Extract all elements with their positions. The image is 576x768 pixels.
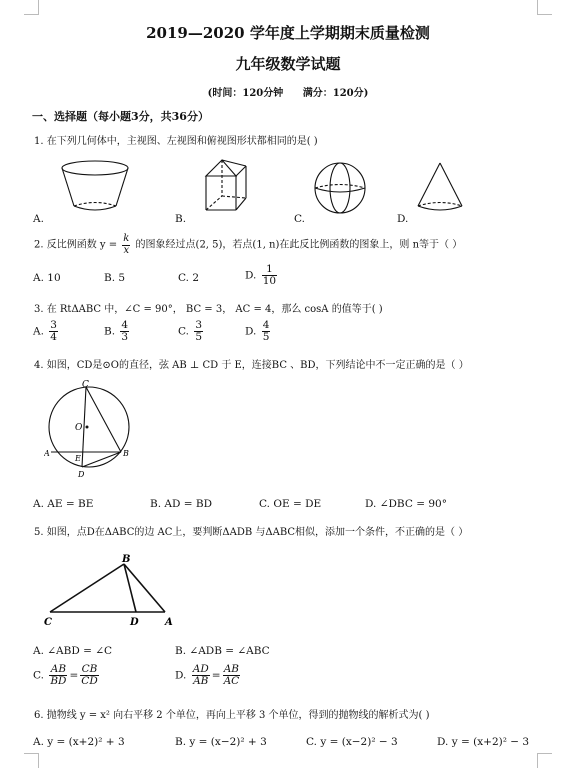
- label-b: B: [123, 449, 129, 458]
- corner-mark-top-left: [24, 0, 39, 15]
- exam-title: 2019—2020 学年度上学期期末质量检测: [146, 24, 430, 42]
- q1-option-b[interactable]: B.: [175, 213, 187, 225]
- q3-option-c[interactable]: [178, 320, 205, 343]
- label-c: C: [82, 380, 89, 390]
- label-b: B: [122, 554, 131, 565]
- q5-c-equals: =: [69, 669, 79, 682]
- exam-time: (时间：120分钟: [207, 88, 284, 99]
- q3-b-denominator: 3: [121, 331, 129, 344]
- q1-option-d[interactable]: D.: [397, 213, 409, 225]
- q3-option-d[interactable]: [245, 320, 272, 343]
- q5-c-fraction-1: [49, 664, 67, 687]
- question-5-triangle-diagram: [40, 550, 190, 630]
- q3-option-d-label: D.: [245, 325, 257, 338]
- q2-option-d-fraction: [262, 264, 277, 287]
- corner-mark-bottom-right: [537, 753, 552, 768]
- q2-d-numerator: 1: [262, 264, 277, 276]
- label-a: A: [165, 617, 173, 628]
- question-2-text: [34, 234, 462, 256]
- q3-a-denominator: 4: [50, 331, 57, 344]
- frustum-figure: [62, 161, 128, 210]
- q5-option-a[interactable]: A. ∠ABD = ∠C: [33, 645, 113, 657]
- circle-o: [49, 387, 129, 467]
- label-a: A: [44, 449, 50, 458]
- question-6-text: 6. 抛物线 y = x² 向右平移 2 个单位，再向上平移 3 个单位，得到的抛物线的解析式为( ): [34, 710, 430, 721]
- q5-c-numerator-1: AB: [50, 663, 67, 675]
- q4-option-d[interactable]: D. ∠DBC = 90°: [365, 498, 447, 510]
- q5-option-d[interactable]: [175, 664, 242, 687]
- q5-c-denominator-2: CD: [81, 675, 98, 688]
- q4-option-c[interactable]: C. OE = DE: [259, 498, 322, 510]
- exam-score: 满分：120分): [302, 88, 369, 99]
- q2-d-denominator: 10: [262, 275, 277, 288]
- q5-d-fraction-1: [192, 664, 210, 687]
- q3-d-denominator: 5: [262, 331, 270, 344]
- diameter-cd: [82, 387, 86, 467]
- q3-b-numerator: 4: [121, 319, 129, 331]
- q4-option-a[interactable]: A. AE = BE: [33, 498, 94, 510]
- exam-subtitle: 九年级数学试题: [235, 55, 341, 73]
- q4-option-b[interactable]: B. AD = BD: [150, 498, 213, 510]
- q2-fraction: [122, 234, 130, 256]
- q3-c-denominator: 5: [195, 331, 203, 344]
- q3-option-a-fraction: [49, 320, 58, 343]
- label-d: D: [130, 617, 139, 628]
- question-5-text: 5. 如图，点D在ΔABC的边 AC上，要判断ΔADB 与ΔABC相似，添加一个条件，不正确的是（ ）: [34, 527, 469, 538]
- q3-d-numerator: 4: [262, 319, 270, 331]
- q5-d-denominator-1: AB: [193, 675, 209, 688]
- q3-option-c-label: C.: [178, 325, 189, 338]
- center-dot: [86, 426, 89, 429]
- cone-figure: [418, 163, 462, 210]
- q3-c-numerator: 3: [195, 319, 203, 331]
- q3-option-b-label: B.: [104, 325, 116, 338]
- q5-option-d-label: D.: [175, 669, 187, 682]
- q5-d-numerator-2: AB: [223, 663, 240, 675]
- q3-option-a-label: A.: [33, 325, 44, 338]
- question-3-text: 3. 在 RtΔABC 中，∠C = 90°， BC = 3， AC = 4，那么 cosA 的值等于( ): [34, 304, 383, 315]
- q2-prefix: 2. 反比例函数 y =: [34, 239, 118, 251]
- q2-option-d[interactable]: [245, 264, 279, 287]
- label-d: D: [78, 470, 85, 479]
- q3-option-c-fraction: [194, 320, 203, 343]
- question-1-solids: [50, 158, 520, 218]
- q5-option-c[interactable]: [33, 664, 101, 687]
- q2-option-c[interactable]: C. 2: [178, 272, 200, 284]
- q2-option-b[interactable]: B. 5: [104, 272, 126, 284]
- q3-a-numerator: 3: [50, 319, 57, 331]
- q5-option-b[interactable]: B. ∠ADB = ∠ABC: [175, 645, 270, 657]
- q5-d-numerator-1: AD: [192, 663, 209, 675]
- q5-option-c-label: C.: [33, 669, 44, 682]
- label-o: O: [75, 423, 83, 433]
- q2-option-d-label: D.: [245, 269, 257, 282]
- q3-option-d-fraction: [262, 320, 271, 343]
- q5-c-fraction-2: [80, 664, 98, 687]
- q5-d-denominator-2: AC: [223, 675, 240, 688]
- label-e: E: [75, 454, 81, 463]
- q6-option-d[interactable]: D. y = (x+2)² − 3: [437, 736, 530, 748]
- q6-option-a[interactable]: A. y = (x+2)² + 3: [33, 736, 125, 748]
- corner-mark-top-right: [537, 0, 552, 15]
- corner-mark-bottom-left: [24, 753, 39, 768]
- exam-info: [0, 84, 576, 99]
- sphere-figure: [315, 163, 365, 213]
- q5-d-equals: =: [211, 669, 221, 682]
- prism-figure: [206, 160, 246, 210]
- section-heading: 一、选择题（每小题3分，共36分）: [32, 110, 209, 123]
- q2-frac-numerator: k: [123, 233, 130, 244]
- q2-frac-denominator: x: [123, 244, 130, 256]
- label-c: C: [44, 617, 52, 628]
- question-4-circle-diagram: [44, 378, 144, 480]
- q1-option-c[interactable]: C.: [294, 213, 305, 225]
- q3-option-a[interactable]: [33, 320, 60, 343]
- q5-c-numerator-2: CB: [81, 663, 98, 675]
- side-cb: [50, 564, 124, 612]
- q1-option-a[interactable]: A.: [33, 213, 44, 225]
- q3-option-b[interactable]: [104, 320, 131, 343]
- q2-suffix: 的图象经过点(2, 5)，若点(1, n)在此反比例函数的图象上，则 n等于（ ）: [135, 239, 463, 251]
- question-4-text: 4. 如图，CD是⊙O的直径，弦 AB ⊥ CD 于 E，连接BC 、BD，下列结论中不一定正确的是（ ）: [34, 360, 469, 371]
- q5-c-denominator-1: BD: [50, 675, 67, 688]
- q3-option-b-fraction: [120, 320, 129, 343]
- q2-option-a[interactable]: A. 10: [33, 272, 61, 284]
- q6-option-b[interactable]: B. y = (x−2)² + 3: [175, 736, 267, 748]
- q5-d-fraction-2: [223, 664, 241, 687]
- q6-option-c[interactable]: C. y = (x−2)² − 3: [306, 736, 398, 748]
- question-1-text: 1. 在下列几何体中，主视图、左视图和俯视图形状都相同的是( ): [34, 136, 318, 147]
